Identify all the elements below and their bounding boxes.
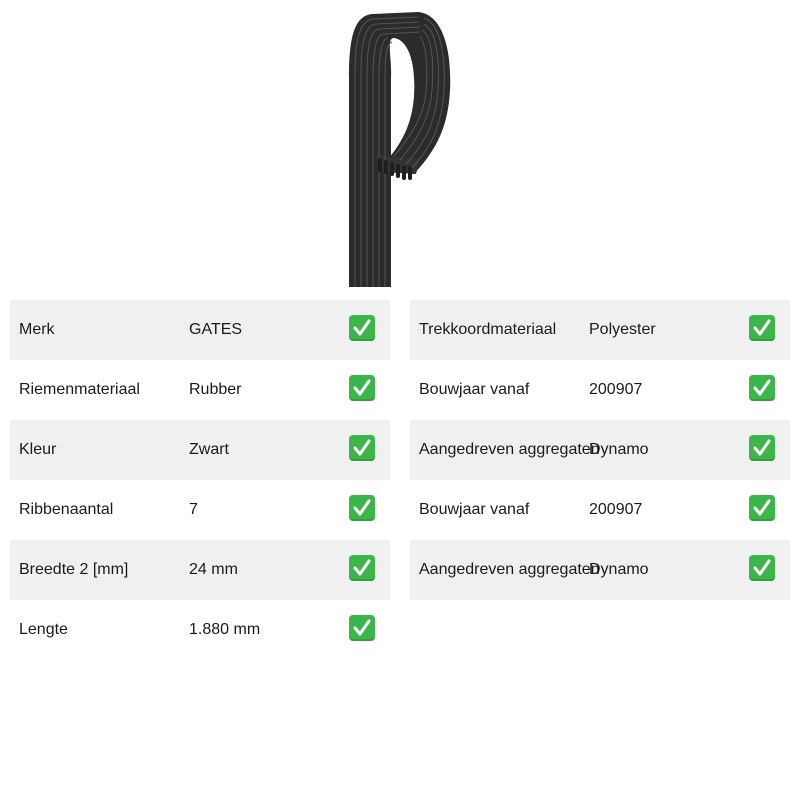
spec-value: Dynamo — [589, 561, 649, 578]
spec-row — [10, 300, 390, 360]
spec-label: Breedte 2 [mm] — [19, 561, 129, 578]
spec-value: 200907 — [589, 381, 643, 398]
spec-label: Bouwjaar vanaf — [419, 381, 530, 398]
spec-label: Aangedreven aggregaten — [419, 561, 600, 578]
spec-row — [410, 480, 790, 540]
spec-row — [10, 600, 390, 660]
spec-row — [10, 360, 390, 420]
spec-value: 7 — [189, 501, 198, 518]
spec-table-left — [10, 300, 390, 660]
spec-label: Riemenmateriaal — [19, 381, 140, 398]
check-mark-icon — [749, 495, 775, 521]
spec-label: Merk — [19, 321, 55, 338]
spec-value: Rubber — [189, 381, 242, 398]
ribbed-v-belt-image — [340, 8, 460, 290]
spec-row — [410, 540, 790, 600]
spec-label: Bouwjaar vanaf — [419, 501, 530, 518]
spec-row — [10, 420, 390, 480]
spec-value: 200907 — [589, 501, 643, 518]
spec-value: Zwart — [189, 441, 229, 458]
check-mark-icon — [349, 495, 375, 521]
spec-row — [410, 360, 790, 420]
spec-table-right — [410, 300, 790, 600]
spec-row — [410, 300, 790, 360]
check-mark-icon — [349, 555, 375, 581]
spec-value: Dynamo — [589, 441, 649, 458]
check-mark-icon — [749, 315, 775, 341]
spec-label: Kleur — [19, 441, 57, 458]
spec-value: 1.880 mm — [189, 621, 261, 638]
spec-value: 24 mm — [189, 561, 238, 578]
check-mark-icon — [349, 615, 375, 641]
spec-label: Lengte — [19, 621, 68, 638]
spec-label: Aangedreven aggregaten — [419, 441, 600, 458]
spec-value: Polyester — [589, 321, 656, 338]
check-mark-icon — [749, 435, 775, 461]
spec-row — [10, 540, 390, 600]
check-mark-icon — [749, 375, 775, 401]
product-image — [340, 8, 460, 290]
check-mark-icon — [349, 315, 375, 341]
spec-row — [10, 480, 390, 540]
spec-row — [410, 420, 790, 480]
spec-value: GATES — [189, 321, 243, 338]
check-mark-icon — [349, 375, 375, 401]
spec-label: Ribbenaantal — [19, 501, 114, 518]
check-mark-icon — [749, 555, 775, 581]
spec-label: Trekkoordmateriaal — [419, 321, 557, 338]
check-mark-icon — [349, 435, 375, 461]
